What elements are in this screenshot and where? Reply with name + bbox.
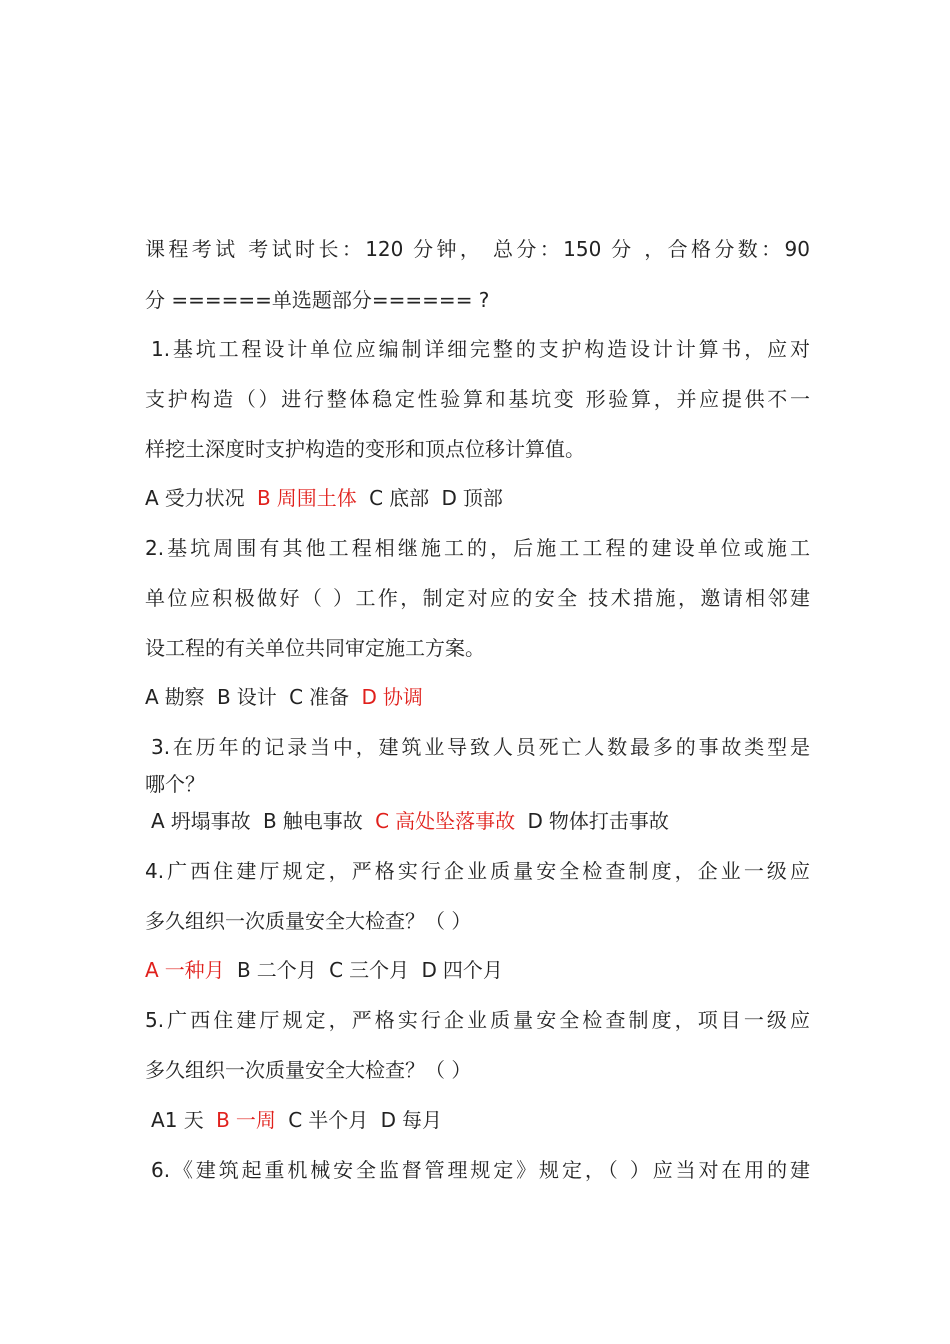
option-a: A 坍塌事故 [151, 809, 251, 833]
option-b: B 设计 [217, 685, 277, 709]
question-1-text-line-1: 1.基坑工程设计单位应编制详细完整的支护构造设计计算书，应对 [151, 337, 810, 361]
option-a: A 受力状况 [145, 486, 245, 510]
question-5-options [145, 1106, 810, 1134]
section-heading-line: 分 ======单选题部分====== ? [145, 288, 490, 312]
option-a-correct-answer: A 一种月 [145, 958, 225, 982]
question-1-options [145, 484, 810, 512]
option-c: C 半个月 [288, 1108, 369, 1132]
question-5-text-line-1: 5.广西住建厅规定，严格实行企业质量安全检查制度，项目一级应 [145, 1008, 810, 1032]
question-5-text-line-2: 多久组织一次质量安全大检查？（ ） [145, 1058, 472, 1082]
option-c: C 三个月 [329, 958, 410, 982]
question-2-text-line-1: 2.基坑周围有其他工程相继施工的，后施工工程的建设单位或施工 [145, 536, 810, 560]
question-4-text-line-2: 多久组织一次质量安全大检查？（ ） [145, 909, 472, 933]
option-d-correct-answer: D 协调 [361, 685, 423, 709]
option-b: B 二个月 [237, 958, 317, 982]
question-2-text-line-3: 设工程的有关单位共同审定施工方案。 [145, 636, 485, 660]
question-4-text-line-1: 4.广西住建厅规定，严格实行企业质量安全检查制度，企业一级应 [145, 859, 810, 883]
question-1-text-line-2: 支护构造（）进行整体稳定性验算和基坑变 形验算，并应提供不一 [145, 387, 810, 411]
option-c: C 底部 [369, 486, 430, 510]
question-4-options [145, 956, 810, 984]
option-c: C 准备 [289, 685, 350, 709]
question-3-options [145, 807, 810, 835]
option-d: D 顶部 [441, 486, 503, 510]
option-b-correct-answer: B 一周 [216, 1108, 276, 1132]
exam-info-line: 课程考试 考试时长：120 分钟， 总分：150 分 ，合格分数：90 [145, 237, 810, 261]
option-c-correct-answer: C 高处坠落事故 [375, 809, 516, 833]
question-3-text-line-1: 3.在历年的记录当中，建筑业导致人员死亡人数最多的事故类型是 [151, 735, 810, 759]
option-d: D 每月 [380, 1108, 442, 1132]
question-2-text-line-2: 单位应积极做好（ ）工作，制定对应的安全 技术措施，邀请相邻建 [145, 586, 810, 610]
question-2-options [145, 683, 810, 711]
option-b: B 触电事故 [263, 809, 363, 833]
option-a: A 勘察 [145, 685, 205, 709]
question-3-text-line-2: 哪个？ [145, 772, 205, 796]
question-6-text-line-1: 6.《建筑起重机械安全监督管理规定》规定，（ ）应当对在用的建 [151, 1158, 810, 1182]
option-b-correct-answer: B 周围土体 [257, 486, 357, 510]
option-d: D 四个月 [421, 958, 503, 982]
option-a: A1 天 [151, 1108, 204, 1132]
question-1-text-line-3: 样挖土深度时支护构造的变形和顶点位移计算值。 [145, 437, 585, 461]
option-d: D 物体打击事故 [527, 809, 669, 833]
